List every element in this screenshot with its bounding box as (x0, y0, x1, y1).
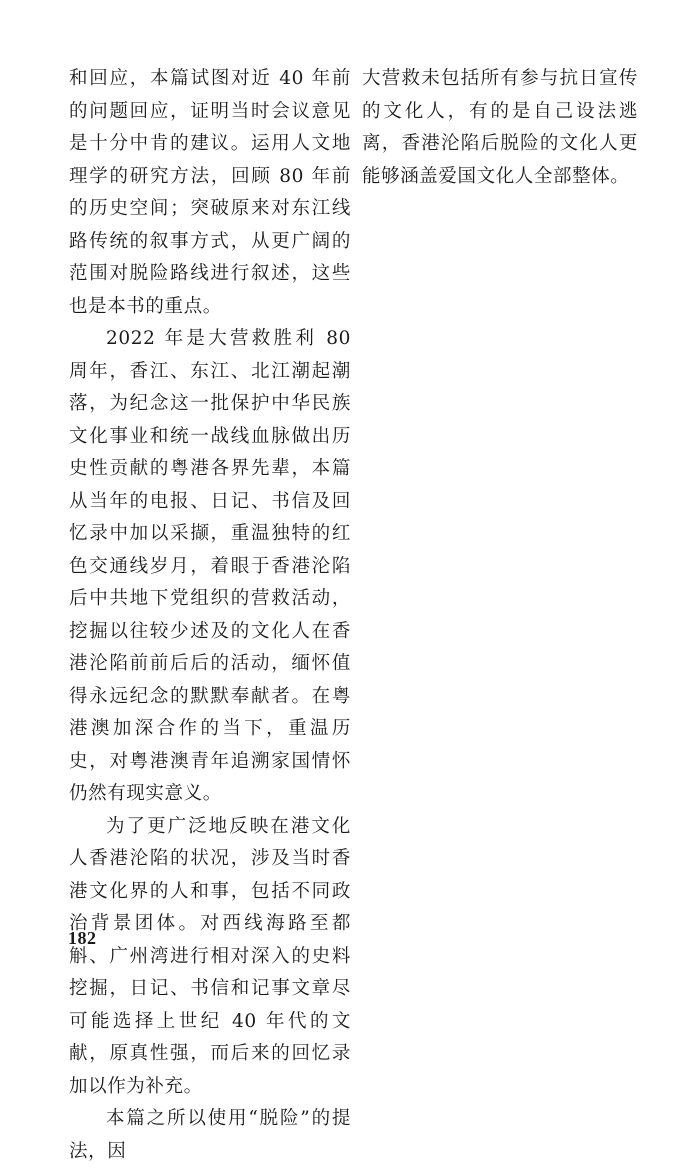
paragraph-continued: 大营救未包括所有参与抗日宣传的文化人，有的是自己设法逃离，香港沦陷后脱险的文化人更能够涵盖爱国文化人全部整体。 (362, 68, 638, 187)
paragraph-2: 2022 年是大营救胜利 80 周年，香江、东江、北江潮起潮落，为纪念这一批保护中华民族文化事业和统一战线血脉做出历史性贡献的粤港各界先辈，本篇从当年的电报、日记、书信及回忆录中加以采撷，重温独特的红色交通线岁月，着眼于香港沦陷后中共地下党组织的营救活动，挖掘以往较少述及的文化人在香港沦陷前前后后的活动，缅怀值得永远纪念的默默奉献者。在粤港澳加深合作的当下，重温历史，对粤港澳青年追溯家国情怀仍然有现实意义。 (69, 328, 351, 804)
paragraph-4: 本篇之所以使用“脱险”的提法，因 (69, 1108, 351, 1162)
left-text-column (69, 63, 351, 1168)
paragraph-1: 和回应，本篇试图对近 40 年前的问题回应，证明当时会议意见是十分中肯的建议。运用人文地理学的研究方法，回顾 80 年前的历史空间；突破原来对东江线路传统的叙事方式，从更广阔的范围对脱险路线进行叙述，这些也是本书的重点。 (69, 68, 351, 317)
paragraph-3: 为了更广泛地反映在港文化人香港沦陷的状况，涉及当时香港文化界的人和事，包括不同政治背景团体。对西线海路至都斛、广州湾进行相对深入的史料挖掘，日记、书信和记事文章尽可能选择上世纪 40 年代的文献，原真性强，而后来的回忆录加以作为补充。 (69, 815, 351, 1097)
page-number: 182 (68, 928, 97, 948)
right-text-column (362, 63, 638, 193)
